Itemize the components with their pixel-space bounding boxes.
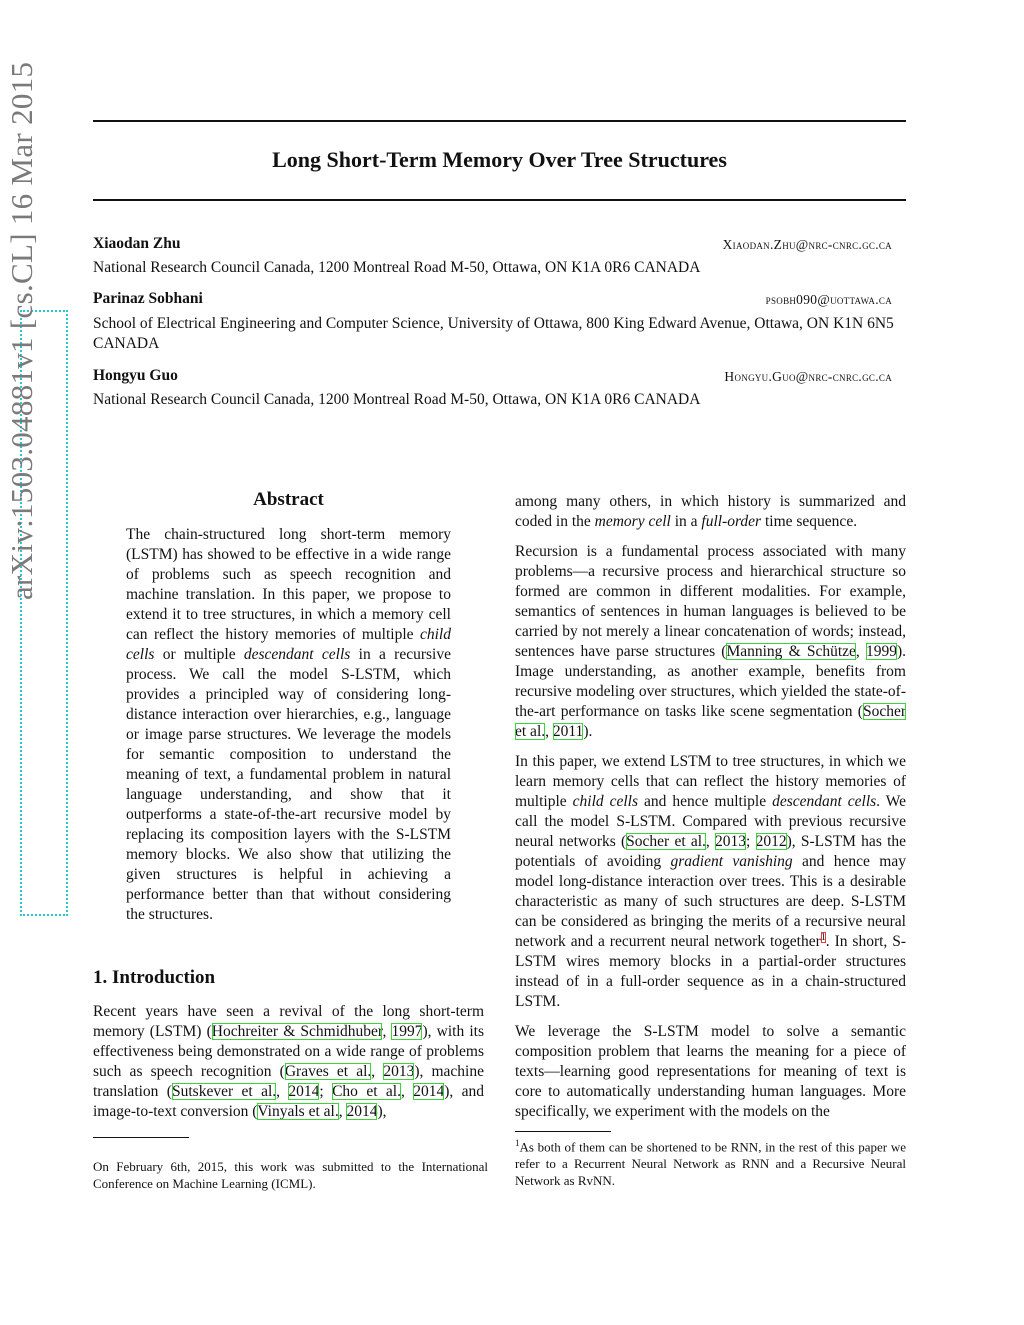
intro-paragraph: Recent years have seen a revival of the long short-term memory (LSTM) (Hochreiter & Schmidhuber, 1997), with its effectiveness being demonstrated on a wide range of problems such as speech recognition (Graves et al., 2013), machine translation (Sutskever et al., 2014; Cho et al., 2014), and image-to-text conversion (Vinyals et al., 2014), (93, 1003, 485, 1120)
citation-link[interactable]: 2014 (413, 1083, 445, 1100)
citation-link[interactable]: Graves et al. (284, 1063, 372, 1080)
citation-link[interactable]: 2013 (715, 833, 747, 850)
citation-link[interactable]: Vinyals et al. (257, 1103, 339, 1120)
title-bottom-rule (93, 199, 906, 201)
author-name-3: Hongyu Guo (93, 367, 178, 384)
citation-link[interactable]: 2011 (552, 723, 584, 740)
citation-link[interactable]: Hochreiter & Schmidhuber (211, 1023, 383, 1040)
citation-link[interactable]: Cho et al. (332, 1083, 401, 1100)
author-affiliation-2: School of Electrical Engineering and Computer Science, University of Ottawa, 800 King Edward Avenue, Ottawa, ON K1N 6N5 CANADA (93, 315, 894, 352)
citation-link[interactable]: Socher et al. (626, 833, 706, 850)
arxiv-stamp: arXiv:1503.04881v1 [cs.CL] 16 Mar 2015 (4, 61, 39, 600)
section-heading-introduction: 1. Introduction (93, 967, 216, 988)
author-affiliation-3: National Research Council Canada, 1200 Montreal Road M-50, Ottawa, ON K1A 0R6 CANADA (93, 391, 701, 408)
paper-title: Long Short-Term Memory Over Tree Structures (272, 147, 727, 172)
footnote-rule-left (93, 1137, 189, 1138)
author-name-1: Xiaodan Zhu (93, 235, 181, 252)
citation-link[interactable]: 1999 (865, 643, 897, 660)
footnote-submission: On February 6th, 2015, this work was submitted to the International Conference on Machine Learning (ICML). (93, 1159, 488, 1191)
right-column (515, 492, 906, 1132)
footnote-rule-right (515, 1131, 611, 1132)
footnote-1: $^1$As both of them can be shortened to be RNN, in the rest of this paper we refer to a Recurrent Neural Network as RNN and a Recursive Neural Network as RvNN. (515, 1138, 906, 1189)
citation-link[interactable]: 2014 (346, 1103, 378, 1120)
citation-link[interactable]: 1997 (391, 1023, 423, 1040)
citation-link[interactable]: Socher et al. (515, 703, 906, 740)
citation-link[interactable]: 2014 (288, 1083, 320, 1100)
citation-link[interactable]: 2013 (383, 1063, 415, 1080)
author-affiliation-1: National Research Council Canada, 1200 Montreal Road M-50, Ottawa, ON K1A 0R6 CANADA (93, 259, 701, 276)
paragraph-3: In this paper, we extend LSTM to tree structures, in which we learn memory cells that can reflect the history memories of multiple child cells and hence multiple descendant cells. We call the model S-LSTM. Compared with previous recursive neural networks (Socher et al., 2013; 2012), S-LSTM has the potentials of avoiding gradient vanishing and hence may model long-distance interaction over trees. This is a desirable characteristic as many of such structures are deep. S-LSTM can be considered as bringing the merits of a recursive neural network and a recurrent neural network together$^1$. In short, S-LSTM wires memory blocks in a partial-order structures instead of in a full-order sequence as in a chain-structured LSTM. (515, 753, 907, 1010)
author-email-1: Xiaodan.Zhu@nrc-cnrc.gc.ca (722, 237, 892, 252)
paragraph-1: among many others, in which history is summarized and coded in the memory cell in a full-order time sequence. (515, 493, 906, 530)
citation-link[interactable]: Manning & Schütze (726, 643, 856, 660)
author-name-2: Parinaz Sobhani (93, 290, 203, 307)
footnote-ref-link[interactable]: 1 (820, 931, 826, 943)
author-email-3: Hongyu.Guo@nrc-cnrc.gc.ca (724, 369, 892, 384)
abstract-heading: Abstract (253, 489, 324, 510)
abstract-body: The chain-structured long short-term memory (LSTM) has showed to be effective in a wide range of problems such as speech recognition and machine translation. In this paper, we propose to extend it to tree structures, in which a memory cell can reflect the history memories of multiple child cells or multiple descendant cells in a recursive process. We call the model S-LSTM, which provides a principled way of considering long-distance interaction over hierarchies, e.g., language or image parse structures. We leverage the models for semantic composition to understand the meaning of text, a fundamental problem in natural language understanding, and show that it outperforms a state-of-the-art recursive model by replacing its composition layers with the S-LSTM memory blocks. We also show that utilizing the given structures is helpful in achieving a performance better than that without considering the structures. (126, 526, 451, 923)
citation-link[interactable]: Sutskever et al. (171, 1083, 277, 1100)
author-email-2: psobh090@uottawa.ca (765, 292, 892, 307)
paragraph-4: We leverage the S-LSTM model to solve a semantic composition problem that learns the meaning for a piece of texts—learning good representations for meaning of text is core to automatically understanding human languages. More specifically, we experiment with the models on the (515, 1023, 906, 1120)
paragraph-2: Recursion is a fundamental process associated with many problems—a recursive process and hierarchical structure so formed are common in different modalities. For example, semantics of sentences in human languages is believed to be carried by not merely a linear concatenation of words; instead, sentences have parse structures (Manning & Schütze, 1999). Image understanding, as another example, benefits from recursive modeling over structures, which yielded the state-of-the-art performance on tasks like scene segmentation (Socher et al., 2011). (515, 543, 906, 740)
citation-link[interactable]: 2012 (755, 833, 787, 850)
title-top-rule (93, 120, 906, 122)
